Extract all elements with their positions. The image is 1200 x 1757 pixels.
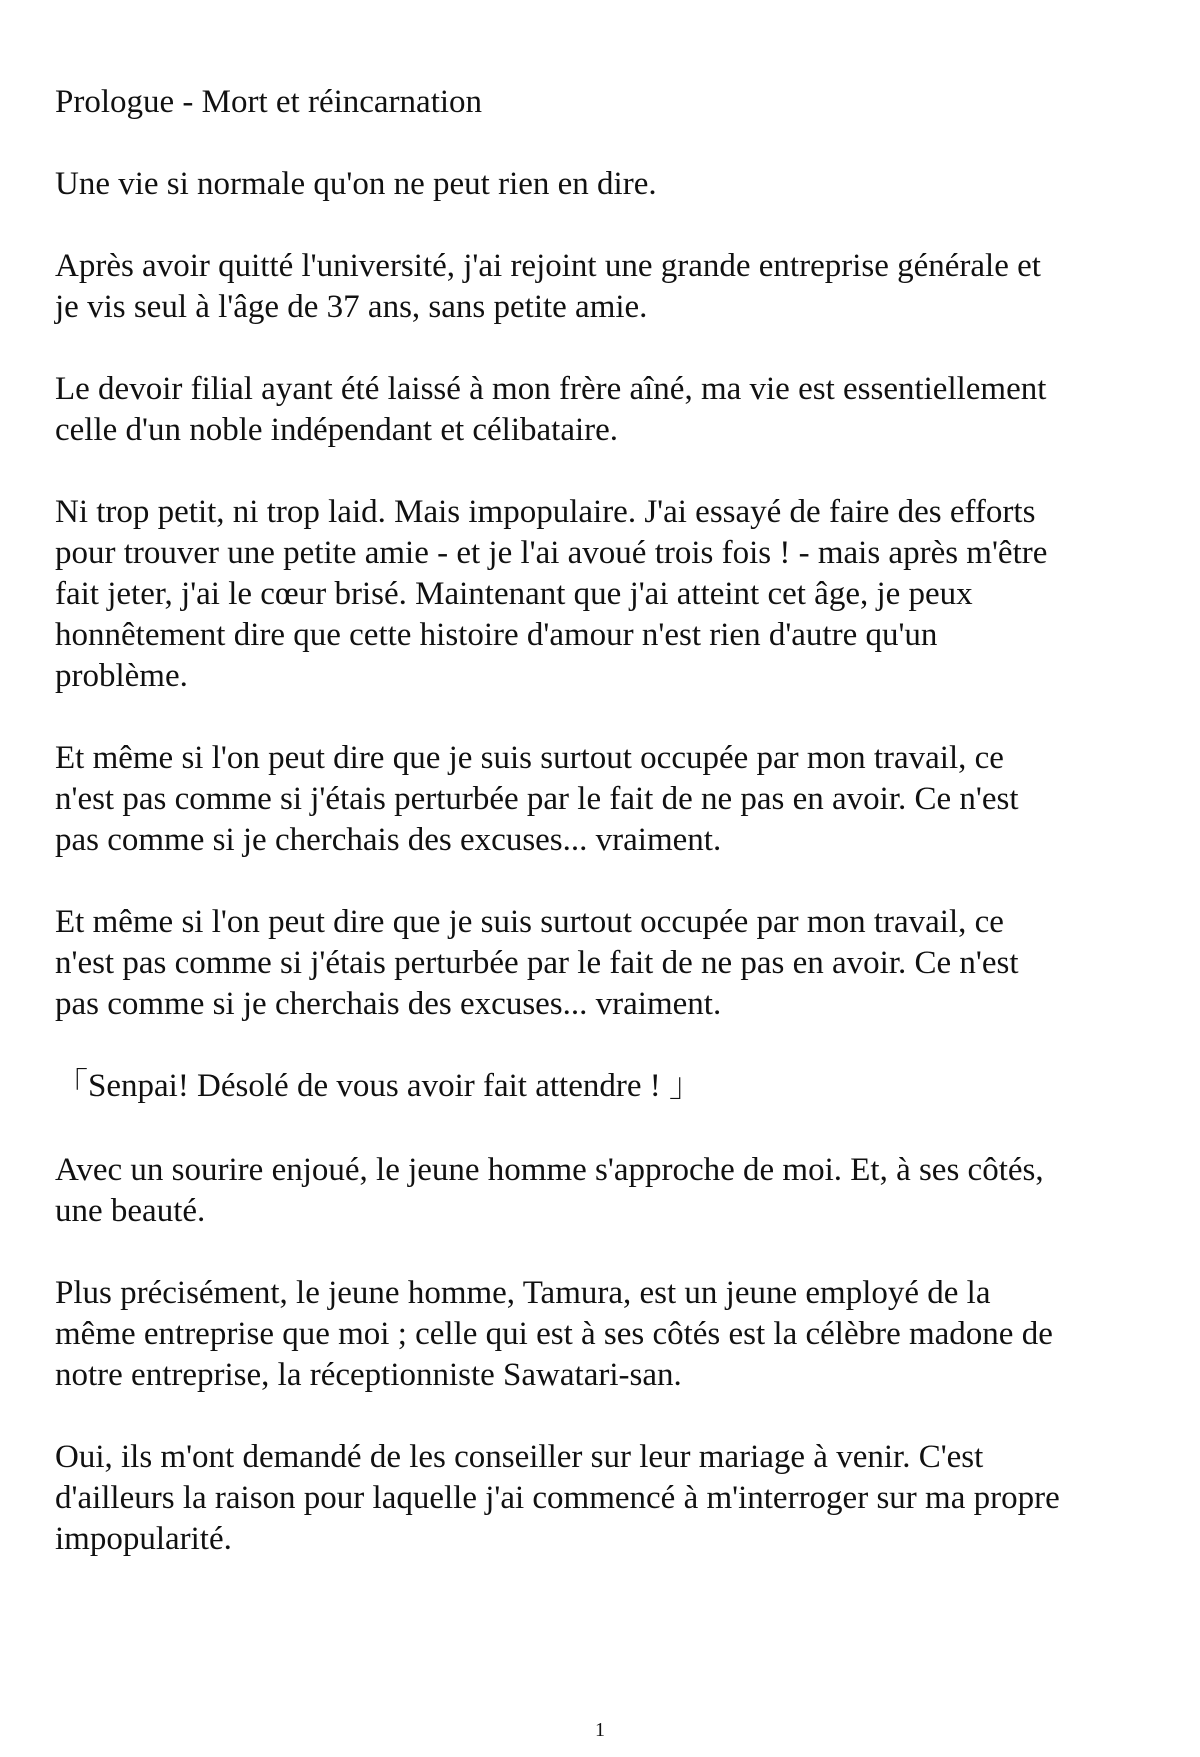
- paragraph: Et même si l'on peut dire que je suis surtout occupée par mon travail, ce n'est pas comme si j'étais perturbée par le fait de ne pas en avoir. Ce n'est pas comme si je cherchais des excuses... vraiment.: [55, 904, 1019, 1022]
- dialogue-line: 「Senpai! Désolé de vous avoir fait attendre ! 」: [55, 1068, 702, 1104]
- paragraph: Après avoir quitté l'université, j'ai rejoint une grande entreprise générale et je vis seul à l'âge de 37 ans, sans petite amie.: [55, 248, 1041, 325]
- paragraph: Plus précisément, le jeune homme, Tamura, est un jeune employé de la même entreprise que moi ; celle qui est à ses côtés est la célèbre madone de notre entreprise, la réceptionniste Sawatari-san.: [55, 1275, 1053, 1393]
- paragraph: Oui, ils m'ont demandé de les conseiller sur leur mariage à venir. C'est d'ailleurs la raison pour laquelle j'ai commencé à m'interroger sur ma propre impopularité.: [55, 1439, 1060, 1557]
- paragraph: Avec un sourire enjoué, le jeune homme s'approche de moi. Et, à ses côtés, une beauté.: [55, 1152, 1044, 1229]
- chapter-title: Prologue - Mort et réincarnation: [55, 84, 483, 120]
- page-number: 1: [595, 1719, 605, 1741]
- paragraph: Et même si l'on peut dire que je suis surtout occupée par mon travail, ce n'est pas comme si j'étais perturbée par le fait de ne pas en avoir. Ce n'est pas comme si je cherchais des excuses... vraiment.: [55, 740, 1019, 858]
- paragraph: Ni trop petit, ni trop laid. Mais impopulaire. J'ai essayé de faire des efforts pour trouver une petite amie - et je l'ai avoué trois fois ! - mais après m'être fait jeter, j'ai le cœur brisé. Maintenant que j'ai atteint cet âge, je peux honnêtement dire que cette histoire d'amour n'est rien d'autre qu'un problème.: [55, 494, 1048, 694]
- paragraph: Une vie si normale qu'on ne peut rien en dire.: [55, 166, 657, 202]
- paragraph: Le devoir filial ayant été laissé à mon frère aîné, ma vie est essentiellement celle d'un noble indépendant et célibataire.: [55, 371, 1047, 448]
- document-page: [55, 82, 1155, 1601]
